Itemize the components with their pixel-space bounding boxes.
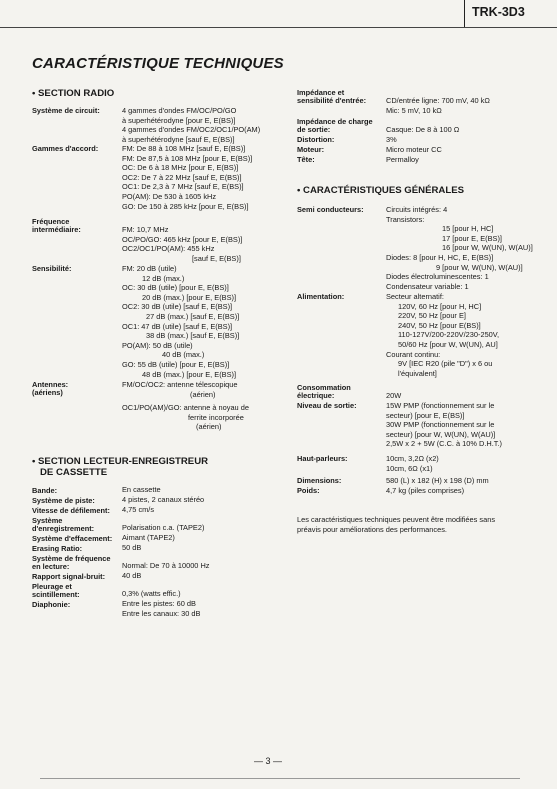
charge-label-2: de sortie: xyxy=(297,125,331,134)
dim-label: Dimensions: xyxy=(297,476,342,485)
alim-value: Secteur alternatif: 120V, 60 Hz [pour H, HC] 220V, 50 Hz [pour E] 240V, 50 Hz [pour E(BS)] 110-127V/200-220V/230-250V, 50/60 Hz [pour W, W(UN), AU] Courant continu: 9V [IEC R20 (pile "D") x 6 ou l'équivalent] xyxy=(386,292,500,378)
rapport-value: 40 dB xyxy=(122,571,142,580)
distortion-label: Distortion: xyxy=(297,135,335,144)
cassette-heading-1: • SECTION LECTEUR-ENREGISTREUR xyxy=(32,456,209,467)
bande-label: Bande: xyxy=(32,486,58,495)
page-title: CARACTÉRISTIQUE TECHNIQUES xyxy=(32,55,284,72)
frequence-value: Normal: De 70 à 10000 Hz xyxy=(122,561,210,570)
pleurage-value: 0,3% (watts effic.) xyxy=(122,589,181,598)
enreg-label-1: Système xyxy=(32,516,63,525)
freq-value: FM: 10,7 MHz OC/PO/GO: 465 kHz [pour E, E(BS)] OC2/OC1/PO(AM): 455 kHz [sauf E, E(BS)] xyxy=(122,225,243,263)
rapport-label: Rapport signal-bruit: xyxy=(32,572,106,581)
poids-label: Poids: xyxy=(297,486,320,495)
radio-heading: • SECTION RADIO xyxy=(32,88,115,99)
freq-label-1: Fréquence xyxy=(32,217,70,226)
moteur-value: Micro moteur CC xyxy=(386,145,442,154)
enreg-label-2: d'enregistrement: xyxy=(32,524,95,533)
moteur-label: Moteur: xyxy=(297,145,325,154)
vitesse-value: 4,75 cm/s xyxy=(122,505,155,514)
vitesse-label: Vitesse de défilement: xyxy=(32,506,110,515)
antennes-label-1: Antennes: xyxy=(32,380,69,389)
gammes-value: FM: De 88 à 108 MHz [sauf E, E(BS)] FM: De 87,5 à 108 MHz [pour E, E(BS)] OC: De 6 à 18 MHz [pour E, E(BS)] OC2: De 7 à 22 MHz [sauf E, E(BS)] OC1: De 2,3 à 7 MHz [sauf E, E(BS)] PO(AM): De 530 à 1605 kHz GO: De 150 à 285 kHz [pour E, E(BS)] xyxy=(122,144,253,211)
niveau-label: Niveau de sortie: xyxy=(297,401,357,410)
top-rule xyxy=(0,27,557,28)
bottom-rule xyxy=(40,778,520,779)
alim-label: Alimentation: xyxy=(297,292,345,301)
conso-label-1: Consommation xyxy=(297,383,351,392)
tete-value: Permalloy xyxy=(386,155,419,164)
conso-label-2: électrique: xyxy=(297,391,335,400)
hp-value: 10cm, 3,2Ω (x2) 10cm, 6Ω (x1) xyxy=(386,454,439,473)
systeme-value: 4 gammes d'ondes FM/OC/PO/GO à superhétérodyne [pour E, E(BS)] 4 gammes d'ondes FM/OC2/OC1/PO(AM) à superhétérodyne [sauf E, E(BS)] xyxy=(122,106,261,144)
distortion-value: 3% xyxy=(386,135,397,144)
model-number: TRK-3D3 xyxy=(472,5,525,19)
erasing-value: 50 dB xyxy=(122,543,142,552)
general-heading: • CARACTÉRISTIQUES GÉNÉRALES xyxy=(297,185,465,196)
frequence-label-2: en lecture: xyxy=(32,562,70,571)
erasing-label: Erasing Ratio: xyxy=(32,544,83,553)
dim-value: 580 (L) x 182 (H) x 198 (D) mm xyxy=(386,476,489,485)
freq-label-2: intermédiaire: xyxy=(32,225,81,234)
bande-value: En cassette xyxy=(122,485,161,494)
piste-label: Système de piste: xyxy=(32,496,95,505)
conso-value: 20W xyxy=(386,391,402,400)
diaphonie-label: Diaphonie: xyxy=(32,600,71,609)
frequence-label-1: Système de fréquence xyxy=(32,554,111,563)
sens-label: Sensibilité: xyxy=(32,264,72,273)
charge-label-1: Impédance de charge xyxy=(297,117,373,126)
charge-value: Casque: De 8 à 100 Ω xyxy=(386,125,460,134)
systeme-label: Système de circuit: xyxy=(32,106,100,115)
cassette-heading-2: DE CASSETTE xyxy=(40,467,108,478)
niveau-value: 15W PMP (fonctionnement sur le secteur) [pour E, E(BS)] 30W PMP (fonctionnement sur le secteur) [pour W, W(UN), W(AU)] 2,5W x 2 + 5W (C.C. à 10% D.H.T.) xyxy=(386,401,503,449)
gammes-label: Gammes d'accord: xyxy=(32,144,99,153)
semi-value: Circuits intégrés: 4 Transistors: 15 [pour H, HC] 17 [pour E, E(BS)] 16 [pour W, W(UN), W(AU)] Diodes: 8 [pour H, HC, E, E(BS)] 9 [pour W, W(UN), W(AU)] Diodes électroluminescentes: 1 Condensateur variable: 1 xyxy=(386,205,533,291)
effacement-value: Aimant (TAPE2) xyxy=(122,533,175,542)
impedance-label-1: Impédance et xyxy=(297,88,345,97)
semi-label: Semi conducteurs: xyxy=(297,205,364,214)
antennes-label-2: (aériens) xyxy=(32,388,63,397)
impedance-value: CD/entrée ligne: 700 mV, 40 kΩ Mic: 5 mV, 10 kΩ xyxy=(386,96,490,115)
effacement-label: Système d'effacement: xyxy=(32,534,113,543)
diaphonie-value: Entre les pistes: 60 dB Entre les canaux: 30 dB xyxy=(122,599,201,618)
sens-value: FM: 20 dB (utile) 12 dB (max.) OC: 30 dB (utile) [pour E, E(BS)] 20 dB (max.) [pour E, E(BS)] OC2: 30 dB (utile) [sauf E, E(BS)] 27 dB (max.) [sauf E, E(BS)] OC1: 47 dB (utile) [sauf E, E(BS)] 38 dB (max.) [sauf E, E(BS)] PO(AM): 50 dB (utile) 40 dB (max.) GO: 55 dB (utile) [pour E, E(BS)] 48 dB (max.) [pour E, E(BS)] xyxy=(122,264,240,379)
piste-value: 4 pistes, 2 canaux stéréo xyxy=(122,495,205,504)
impedance-label-2: sensibilité d'entrée: xyxy=(297,96,367,105)
enreg-value: Polarisation c.a. (TAPE2) xyxy=(122,523,205,532)
tete-label: Tête: xyxy=(297,155,315,164)
hp-label: Haut-parleurs: xyxy=(297,454,348,463)
antennes-value: FM/OC/OC2: antenne télescopique (aérien) OC1/PO(AM)/GO: antenne à noyau de ferrite incorporée (aérien) xyxy=(122,380,249,432)
poids-value: 4,7 kg (piles comprises) xyxy=(386,486,465,495)
pleurage-label-1: Pleurage et xyxy=(32,582,72,591)
pleurage-label-2: scintillement: xyxy=(32,590,80,599)
note-paragraph: Les caractéristiques techniques peuvent être modifiées sans préavis pour améliorations des performances. xyxy=(297,515,496,534)
page-number: — 3 — xyxy=(254,756,283,766)
